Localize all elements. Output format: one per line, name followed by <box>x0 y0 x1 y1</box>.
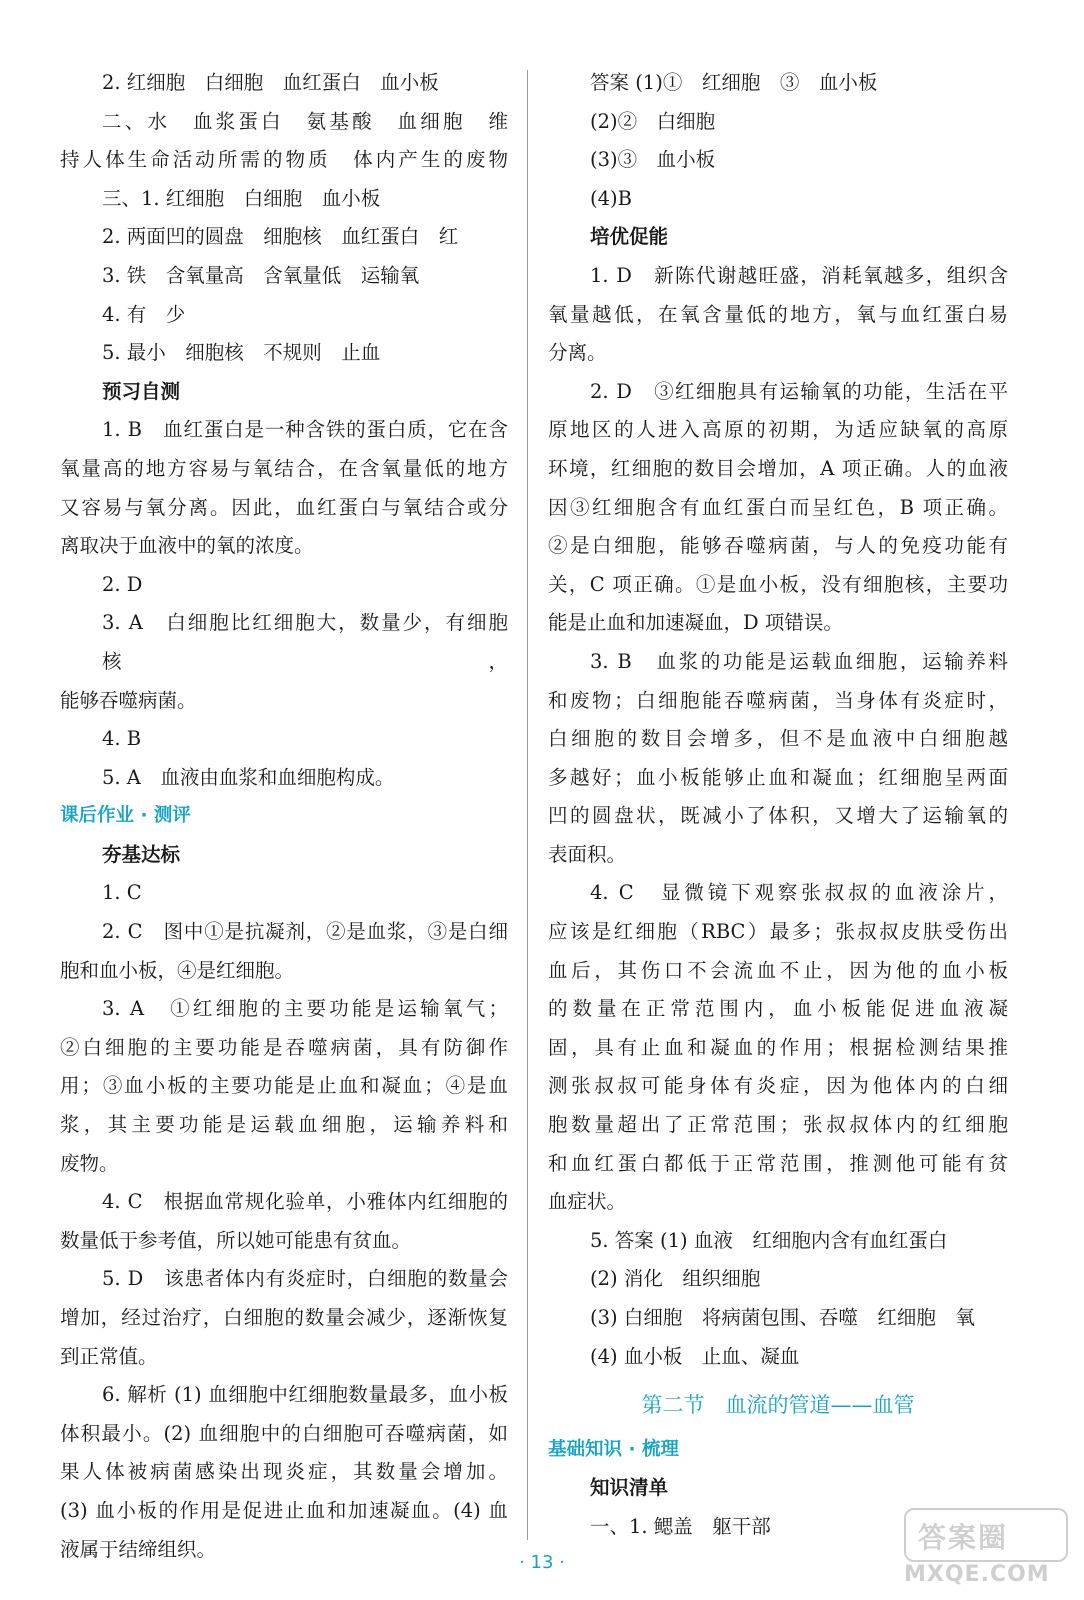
left-text-line: 离取决于血液中的氧的浓度。 <box>60 534 314 558</box>
right-text-line: 白细胞的数目会增多，但不是血液中白细胞越 <box>548 727 1008 751</box>
right-text-line: 多越好；血小板能够止血和凝血；红细胞呈两面 <box>548 765 1008 789</box>
column-divider <box>527 70 528 1540</box>
right-text-line: 应该是红细胞（RBC）最多；张叔叔皮肤受伤出 <box>548 920 1008 944</box>
watermark-title: 答案圈 <box>918 1521 1009 1554</box>
right-text-line: 胞数量超出了正常范围；张叔叔体内的红细胞 <box>548 1113 1008 1137</box>
left-text-line: 能够吞噬病菌。 <box>60 688 197 712</box>
left-text-line: 5. D 该患者体内有炎症时，白细胞的数量会 <box>102 1267 508 1291</box>
right-text-line: 和血红蛋白都低于正常范围，推测他可能有贫 <box>548 1151 1008 1175</box>
right-text-line: 能是止血和加速凝血，D 项错误。 <box>548 611 843 635</box>
right-text-line: 凹的圆盘状，既减小了体积，又增大了运输氧的 <box>548 804 1008 828</box>
left-text-line: 又容易与氧分离。因此，血红蛋白与氧结合或分 <box>60 495 508 519</box>
left-text-line: 果人体被病菌感染出现炎症，其数量会增加。 <box>60 1460 508 1484</box>
right-text-line: 关，C 项正确。①是血小板，没有细胞核，主要功 <box>548 572 1008 596</box>
right-text-line: (3) 白细胞 将病菌包围、吞噬 红细胞 氧 <box>590 1306 975 1329</box>
right-text-line: 5. 答案 (1) 血液 红细胞内含有血红蛋白 <box>590 1228 948 1252</box>
right-text-line: 分离。 <box>548 341 607 365</box>
right-text-line: 第二节 血流的管道——血管 <box>641 1393 915 1418</box>
left-text-line: 4. C 根据血常规化验单，小雅体内红细胞的 <box>102 1190 508 1214</box>
right-column <box>548 64 1008 1547</box>
left-text-line: 1. C <box>102 881 142 905</box>
left-text-line: 2. 两面凹的圆盘 细胞核 血红蛋白 红 <box>102 225 459 249</box>
left-text-line: 废物。 <box>60 1151 119 1175</box>
left-text-line: 到正常值。 <box>60 1344 158 1368</box>
right-text-line: 的数量在正常范围内，血小板能促进血液凝 <box>548 997 1008 1021</box>
left-text-line: 4. B <box>102 727 142 751</box>
right-text-line: 血后，其伤口不会流血不止，因为他的血小板 <box>548 958 1008 982</box>
right-text-line: 培优促能 <box>590 225 669 249</box>
right-text-line: 血症状。 <box>548 1190 627 1214</box>
right-text-line: 和废物；白细胞能吞噬病菌，当身体有炎症时， <box>548 688 1008 712</box>
watermark-url: MXQE.COM <box>904 1562 1050 1587</box>
right-text-line: (4) 血小板 止血、凝血 <box>590 1344 800 1368</box>
right-text-line: (3)③ 血小板 <box>590 148 716 172</box>
right-text-line: (4)B <box>590 186 632 210</box>
right-text-line: 一、1. 鳃盖 躯干部 <box>590 1514 771 1538</box>
right-text-line: 因③红细胞含有血红蛋白而呈红色，B 项正确。 <box>548 495 1008 519</box>
left-text-line: 氧量高的地方容易与氧结合，在含氧量低的地方 <box>60 456 508 480</box>
left-text-line: (3) 血小板的作用是促进止血和加速凝血。(4) 血 <box>60 1498 508 1522</box>
right-text-line: 2. D ③红细胞具有运输氧的功能，生活在平 <box>590 379 1008 403</box>
right-text-line: (2) 消化 组织细胞 <box>590 1267 761 1291</box>
left-text-line: 4. 有 少 <box>102 302 186 326</box>
left-text-line: 浆，其主要功能是运载血细胞，运输养料和 <box>60 1113 508 1137</box>
right-text-line: 氧量越低，在氧含量低的地方，氧与血红蛋白易 <box>548 302 1008 326</box>
left-text-line: 胞和血小板，④是红细胞。 <box>60 958 295 982</box>
left-text-line: 用；③血小板的主要功能是止血和凝血；④是血 <box>60 1074 508 1098</box>
left-text-line: 5. A 血液由血浆和血细胞构成。 <box>102 765 395 789</box>
right-text-line: 3. B 血浆的功能是运载血细胞，运输养料 <box>590 649 1008 673</box>
left-text-line: 持人体生命活动所需的物质 体内产生的废物 <box>60 148 508 172</box>
right-text-line: 测张叔叔可能身体有炎症，因为他体内的白细 <box>548 1074 1008 1098</box>
watermark-logo <box>896 1508 1076 1592</box>
left-text-line: 3. A 白细胞比红细胞大，数量少，有细胞核， <box>102 611 508 673</box>
left-text-line: 3. 铁 含氧量高 含氧量低 运输氧 <box>102 263 420 287</box>
left-text-line: 二、水 血浆蛋白 氨基酸 血细胞 维 <box>102 109 508 133</box>
left-text-line: 增加，经过治疗，白细胞的数量会减少，逐渐恢复 <box>60 1306 508 1329</box>
left-text-line: 2. 红细胞 白细胞 血红蛋白 血小板 <box>102 71 439 94</box>
right-text-line: 表面积。 <box>548 842 627 866</box>
right-text-line: 知识清单 <box>590 1476 669 1500</box>
right-text-line: 环境，红细胞的数目会增加，A 项正确。人的血液 <box>548 456 1008 480</box>
left-text-line: 数量低于参考值，所以她可能患有贫血。 <box>60 1228 412 1252</box>
right-text-line: 固，具有止血和凝血的作用；根据检测结果推 <box>548 1035 1008 1059</box>
left-text-line: 5. 最小 细胞核 不规则 止血 <box>102 341 381 365</box>
right-text-line: 4. C 显微镜下观察张叔叔的血液涂片， <box>590 881 1008 905</box>
left-text-line: 夯基达标 <box>102 842 181 866</box>
left-text-line: 体积最小。(2) 血细胞中的白细胞可吞噬病菌，如 <box>60 1421 508 1445</box>
left-text-line: 6. 解析 (1) 血细胞中红细胞数量最多，血小板 <box>102 1383 508 1407</box>
right-text-line: 答案 (1)① 红细胞 ③ 血小板 <box>590 71 878 94</box>
right-text-line: 原地区的人进入高原的初期，为适应缺氧的高原 <box>548 418 1008 442</box>
right-text-line: ②是白细胞，能够吞噬病菌，与人的免疫功能有 <box>548 534 1008 558</box>
left-column <box>60 64 508 1569</box>
left-text-line: ②白细胞的主要功能是吞噬病菌，具有防御作 <box>60 1035 508 1059</box>
left-text-line: 三、1. 红细胞 白细胞 血小板 <box>102 186 381 210</box>
right-text-line: 基础知识 · 梳理 <box>548 1438 679 1460</box>
left-text-line: 预习自测 <box>102 379 181 403</box>
left-text-line: 课后作业 · 测评 <box>60 805 191 827</box>
left-text-line: 液属于结缔组织。 <box>60 1537 217 1561</box>
right-text-line: (2)② 白细胞 <box>590 109 716 133</box>
left-text-line: 2. D <box>102 572 143 596</box>
right-text-line: 1. D 新陈代谢越旺盛，消耗氧越多，组织含 <box>590 263 1008 287</box>
page-number: · 13 · <box>519 1552 565 1573</box>
left-text-line: 1. B 血红蛋白是一种含铁的蛋白质，它在含 <box>102 418 508 442</box>
left-text-line: 3. A ①红细胞的主要功能是运输氧气； <box>102 997 508 1021</box>
left-text-line: 2. C 图中①是抗凝剂，②是血浆，③是白细 <box>102 920 508 944</box>
